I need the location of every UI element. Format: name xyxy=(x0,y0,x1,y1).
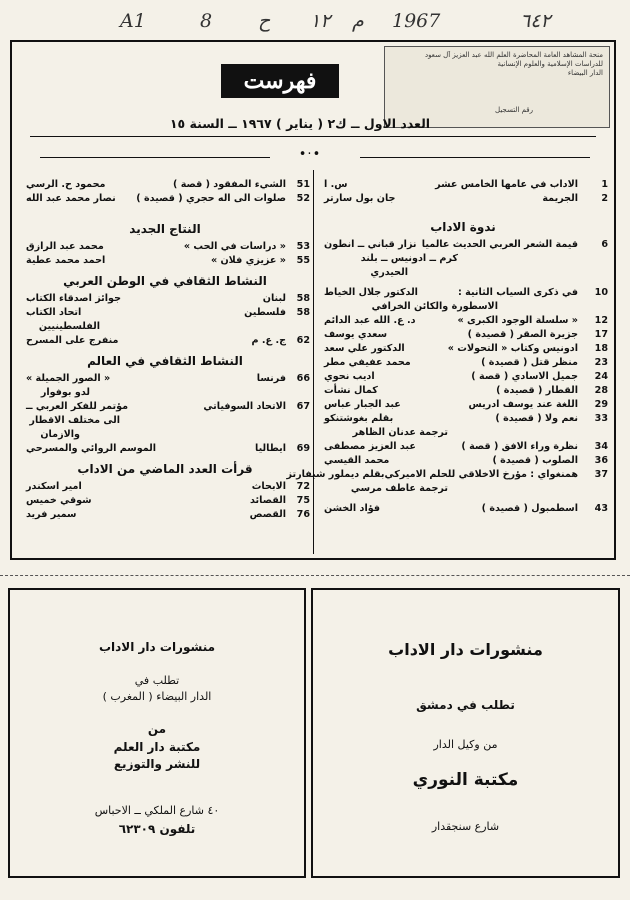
page-number: 29 xyxy=(594,399,608,410)
issue-line: العدد الاول ــ ك٢ ( يناير ) ١٩٦٧ ــ السنة ١٥ xyxy=(169,116,431,131)
entry-title: اللغة عند يوسف ادريس xyxy=(468,399,578,410)
toc-entry[interactable] xyxy=(318,328,608,342)
entry-title: الشيء المفقود ( قصة ) xyxy=(172,179,286,190)
page-number: 2 xyxy=(601,193,608,204)
toc-entry[interactable] xyxy=(318,454,608,468)
entry-title: اسطمبول ( قصيدة ) xyxy=(481,503,578,514)
page-number: 75 xyxy=(296,495,310,506)
entry-title: همنغواي : مؤرخ الاخلاقي للحلم الاميركي xyxy=(384,469,578,480)
ad-line: من xyxy=(147,722,167,736)
entry-author: الموسم الروائي والمسرحي xyxy=(26,443,157,454)
page-number: 18 xyxy=(594,343,608,354)
toc-entry[interactable] xyxy=(20,442,310,456)
entry-author: محمد عبد الرازق xyxy=(26,241,104,252)
entry-continuation: لدو بوفوار xyxy=(40,387,90,398)
toc-entry[interactable] xyxy=(318,440,608,454)
entry-title: قيمة الشعر العربي الحديث عالميا xyxy=(421,239,578,250)
ad-box-casablanca xyxy=(8,588,306,878)
page-number: 36 xyxy=(594,455,608,466)
entry-author: منفرج على المسرح xyxy=(26,335,119,346)
left-column xyxy=(20,178,310,522)
hand-note-a1: A1 xyxy=(120,10,146,32)
entry-continuation: ترجمة عاطف مرسي xyxy=(350,483,448,494)
entry-author: محمود ح. الرسي xyxy=(26,179,106,190)
toc-entry[interactable] xyxy=(318,412,608,426)
entry-author: « الصور الجميلة » xyxy=(26,373,111,384)
entry-author: بقلم بغوشتنكو xyxy=(324,413,394,424)
handwritten-annotations xyxy=(0,4,630,38)
toc-entry[interactable] xyxy=(318,238,608,252)
ad-line: شارع سنجقدار xyxy=(431,820,500,833)
entry-author: الدكتور جلال الخياط xyxy=(324,287,418,298)
stamp-line: منحة المشاهد العامة المحاضرة العلم الله عبد العزيز آل سعود xyxy=(424,51,603,59)
toc-entry[interactable] xyxy=(20,240,310,254)
entry-title: فرنسا xyxy=(256,373,286,384)
entry-author: س. ا xyxy=(324,179,348,190)
page-number: 67 xyxy=(296,401,310,412)
entry-title: الاتحاد السوفياتي xyxy=(203,401,286,412)
hand-note-12: ١٢ xyxy=(310,10,331,32)
page-number: 55 xyxy=(296,255,310,266)
divider xyxy=(360,157,590,158)
toc-entry[interactable] xyxy=(318,192,608,206)
section-heading: ندوة الاداب xyxy=(430,220,496,234)
entry-title: « عزيزي فلان » xyxy=(210,255,286,266)
ad-line: تطلب في دمشق xyxy=(416,698,515,712)
toc-entry[interactable] xyxy=(318,398,608,412)
entry-title: الجريمة xyxy=(542,193,578,204)
ad-line: تطلب في xyxy=(134,674,180,687)
entry-title: الصلوب ( قصيدة ) xyxy=(492,455,578,466)
ad-line: من وكيل الدار xyxy=(433,738,498,751)
page-number: 72 xyxy=(296,481,310,492)
page-number: 51 xyxy=(296,179,310,190)
toc-entry[interactable] xyxy=(20,192,310,206)
entry-title: « سلسلة الوجود الكبرى » xyxy=(457,315,578,326)
toc-entry[interactable] xyxy=(20,494,310,508)
ad-phone: تلفون ٦٢٣٠٩ xyxy=(118,822,196,836)
ad-box-damascus xyxy=(311,588,620,878)
entry-title: القصائد xyxy=(250,495,286,506)
entry-title: القصص xyxy=(249,509,286,520)
entry-title: القطار ( قصيدة ) xyxy=(496,385,578,396)
page-number: 1 xyxy=(601,179,608,190)
toc-entry[interactable] xyxy=(318,286,608,300)
stamp-line: للدراسات الإسلامية والعلوم الإنسانية xyxy=(497,60,603,68)
entry-title: الابحاث xyxy=(251,481,286,492)
page-number: 58 xyxy=(296,293,310,304)
page-number: 66 xyxy=(296,373,310,384)
entry-author: محمد القيسي xyxy=(324,455,390,466)
page-number: 76 xyxy=(296,509,310,520)
entry-title: نعم ولا ( قصيدة ) xyxy=(495,413,578,424)
entry-title: لبنان xyxy=(262,293,286,304)
entry-author: مؤتمر للفكر العربي ــ xyxy=(26,401,129,412)
entry-author: د. ع. الله عبد الدائم xyxy=(324,315,416,326)
toc-entry[interactable] xyxy=(20,254,310,268)
section-heading: النشاط الثقافي في العالم xyxy=(87,354,243,368)
page-number: 53 xyxy=(296,241,310,252)
ad-line: الدار البيضاء ( المغرب ) xyxy=(102,690,212,703)
page-number: 10 xyxy=(594,287,608,298)
entry-continuation: الفلسطينيين xyxy=(38,321,100,332)
page-number: 62 xyxy=(296,335,310,346)
stamp-line: الدار البيضاء xyxy=(567,69,603,77)
section-heading: قرأت العدد الماضي من الاداب xyxy=(77,462,253,476)
entry-author: الدكتور علي سعد xyxy=(324,343,405,354)
entry-author: فؤاد الخشن xyxy=(324,503,381,514)
entry-author: بقلم ديملور شيفارتز xyxy=(286,469,385,480)
toc-entry[interactable] xyxy=(318,502,608,516)
toc-entry[interactable] xyxy=(318,384,608,398)
page-number: 24 xyxy=(594,371,608,382)
hand-note-right: ٦٤٢ xyxy=(520,10,551,32)
toc-entry[interactable] xyxy=(318,342,608,356)
stamp-line: رقم التسجيل xyxy=(495,106,533,114)
page-number: 34 xyxy=(594,441,608,452)
page-number: 69 xyxy=(296,443,310,454)
entry-author: اتحاد الكتاب xyxy=(26,307,82,318)
section-heading: النتاج الجديد xyxy=(129,222,201,236)
ad-bookshop: مكتبة دار العلم xyxy=(113,740,201,754)
entry-title: في ذكرى السياب الثانية : xyxy=(457,287,578,298)
toc-entry[interactable] xyxy=(20,480,310,494)
page-number: 52 xyxy=(296,193,310,204)
entry-title: نظرة وراء الافق ( قصة ) xyxy=(461,441,578,452)
entry-continuation: الحيدري xyxy=(370,267,408,278)
divider xyxy=(40,157,270,158)
entry-author: جان بول سارتر xyxy=(324,193,396,204)
section-heading: النشاط الثقافي في الوطن العربي xyxy=(63,274,267,288)
entry-author: عبد الجبار عباس xyxy=(324,399,401,410)
toc-entry[interactable] xyxy=(20,334,310,348)
page-number: 58 xyxy=(296,307,310,318)
entry-author: احمد محمد عطية xyxy=(26,255,106,266)
entry-continuation: ترجمة عدنان الظاهر xyxy=(352,427,448,438)
column-divider xyxy=(313,170,314,554)
page-number: 28 xyxy=(594,385,608,396)
page-number: 37 xyxy=(594,469,608,480)
entry-title: ادونيس وكتاب « التحولات » xyxy=(447,343,578,354)
page-number: 12 xyxy=(594,315,608,326)
entry-author: شوقي خميس xyxy=(26,495,92,506)
page-number: 23 xyxy=(594,357,608,368)
toc-entry[interactable] xyxy=(20,178,310,192)
hand-note-year: 1967 xyxy=(392,10,441,32)
ad-bookshop: مكتبة النوري xyxy=(412,770,519,790)
page-number: 6 xyxy=(601,239,608,250)
entry-continuation: كرم ــ ادونيس ــ بلند xyxy=(360,253,458,264)
ornament: •·• xyxy=(298,147,322,162)
ad-line: للنشر والتوزيع xyxy=(113,757,201,771)
entry-continuation: والازمان xyxy=(40,429,80,440)
entry-author: نزار قباني ــ انطون xyxy=(324,239,417,250)
entry-title: الاداب في عامها الخامس عشر xyxy=(435,179,578,190)
entry-title: ايطاليا xyxy=(255,443,286,454)
page-number: 43 xyxy=(594,503,608,514)
hand-note-m: م xyxy=(352,10,364,32)
toc-entry[interactable] xyxy=(20,400,310,414)
toc-entry[interactable] xyxy=(20,292,310,306)
entry-author: نصار محمد عبد الله xyxy=(26,193,116,204)
entry-title: ج. ع. م xyxy=(251,335,286,346)
entry-author: عبد العزيز مصطفى xyxy=(324,441,416,452)
page-number: 33 xyxy=(594,413,608,424)
ad-title: منشورات دار الاداب xyxy=(98,640,216,654)
toc-entry[interactable] xyxy=(20,508,310,522)
entry-title: صلوات الى اله حجري ( قصيدة ) xyxy=(136,193,286,204)
entry-author: امير اسكندر xyxy=(26,481,82,492)
toc-entry[interactable] xyxy=(318,178,608,192)
entry-title: « دراسات في الحب » xyxy=(183,241,286,252)
ad-address: ٤٠ شارع الملكي ــ الاحباس xyxy=(94,804,220,817)
ad-title: منشورات دار الاداب xyxy=(388,640,543,659)
entry-author: اديب نحوي xyxy=(324,371,375,382)
entry-author: جوائز اصدقاء الكتاب xyxy=(26,293,121,304)
entry-continuation: الاسطورة والكائن الخرافي xyxy=(371,301,498,312)
entry-title: منظر قتل ( قصيدة ) xyxy=(481,357,578,368)
entry-title: فلسطين xyxy=(244,307,286,318)
toc-entry[interactable] xyxy=(20,306,310,320)
toc-entry[interactable] xyxy=(318,370,608,384)
entry-continuation: الى مختلف الاقطار xyxy=(29,415,120,426)
entry-author: كمال نشأت xyxy=(324,385,378,396)
hand-note-h: ح xyxy=(258,10,271,32)
entry-title: جميل الاسادي ( قصة ) xyxy=(471,371,578,382)
entry-author: محمد عفيفي مطر xyxy=(324,357,411,368)
divider xyxy=(30,136,596,137)
toc-entry[interactable] xyxy=(286,468,608,482)
cut-line xyxy=(0,575,630,576)
toc-entry[interactable] xyxy=(318,314,608,328)
entry-title: جزيرة الصقر ( قصيدة ) xyxy=(467,329,578,340)
entry-author: سمير فريد xyxy=(26,509,77,520)
contents-banner: فهرست xyxy=(221,64,339,98)
page-number: 17 xyxy=(594,329,608,340)
toc-entry[interactable] xyxy=(20,372,310,386)
hand-note-8: 8 xyxy=(200,10,213,32)
toc-entry[interactable] xyxy=(318,356,608,370)
entry-author: سعدي يوسف xyxy=(324,329,388,340)
